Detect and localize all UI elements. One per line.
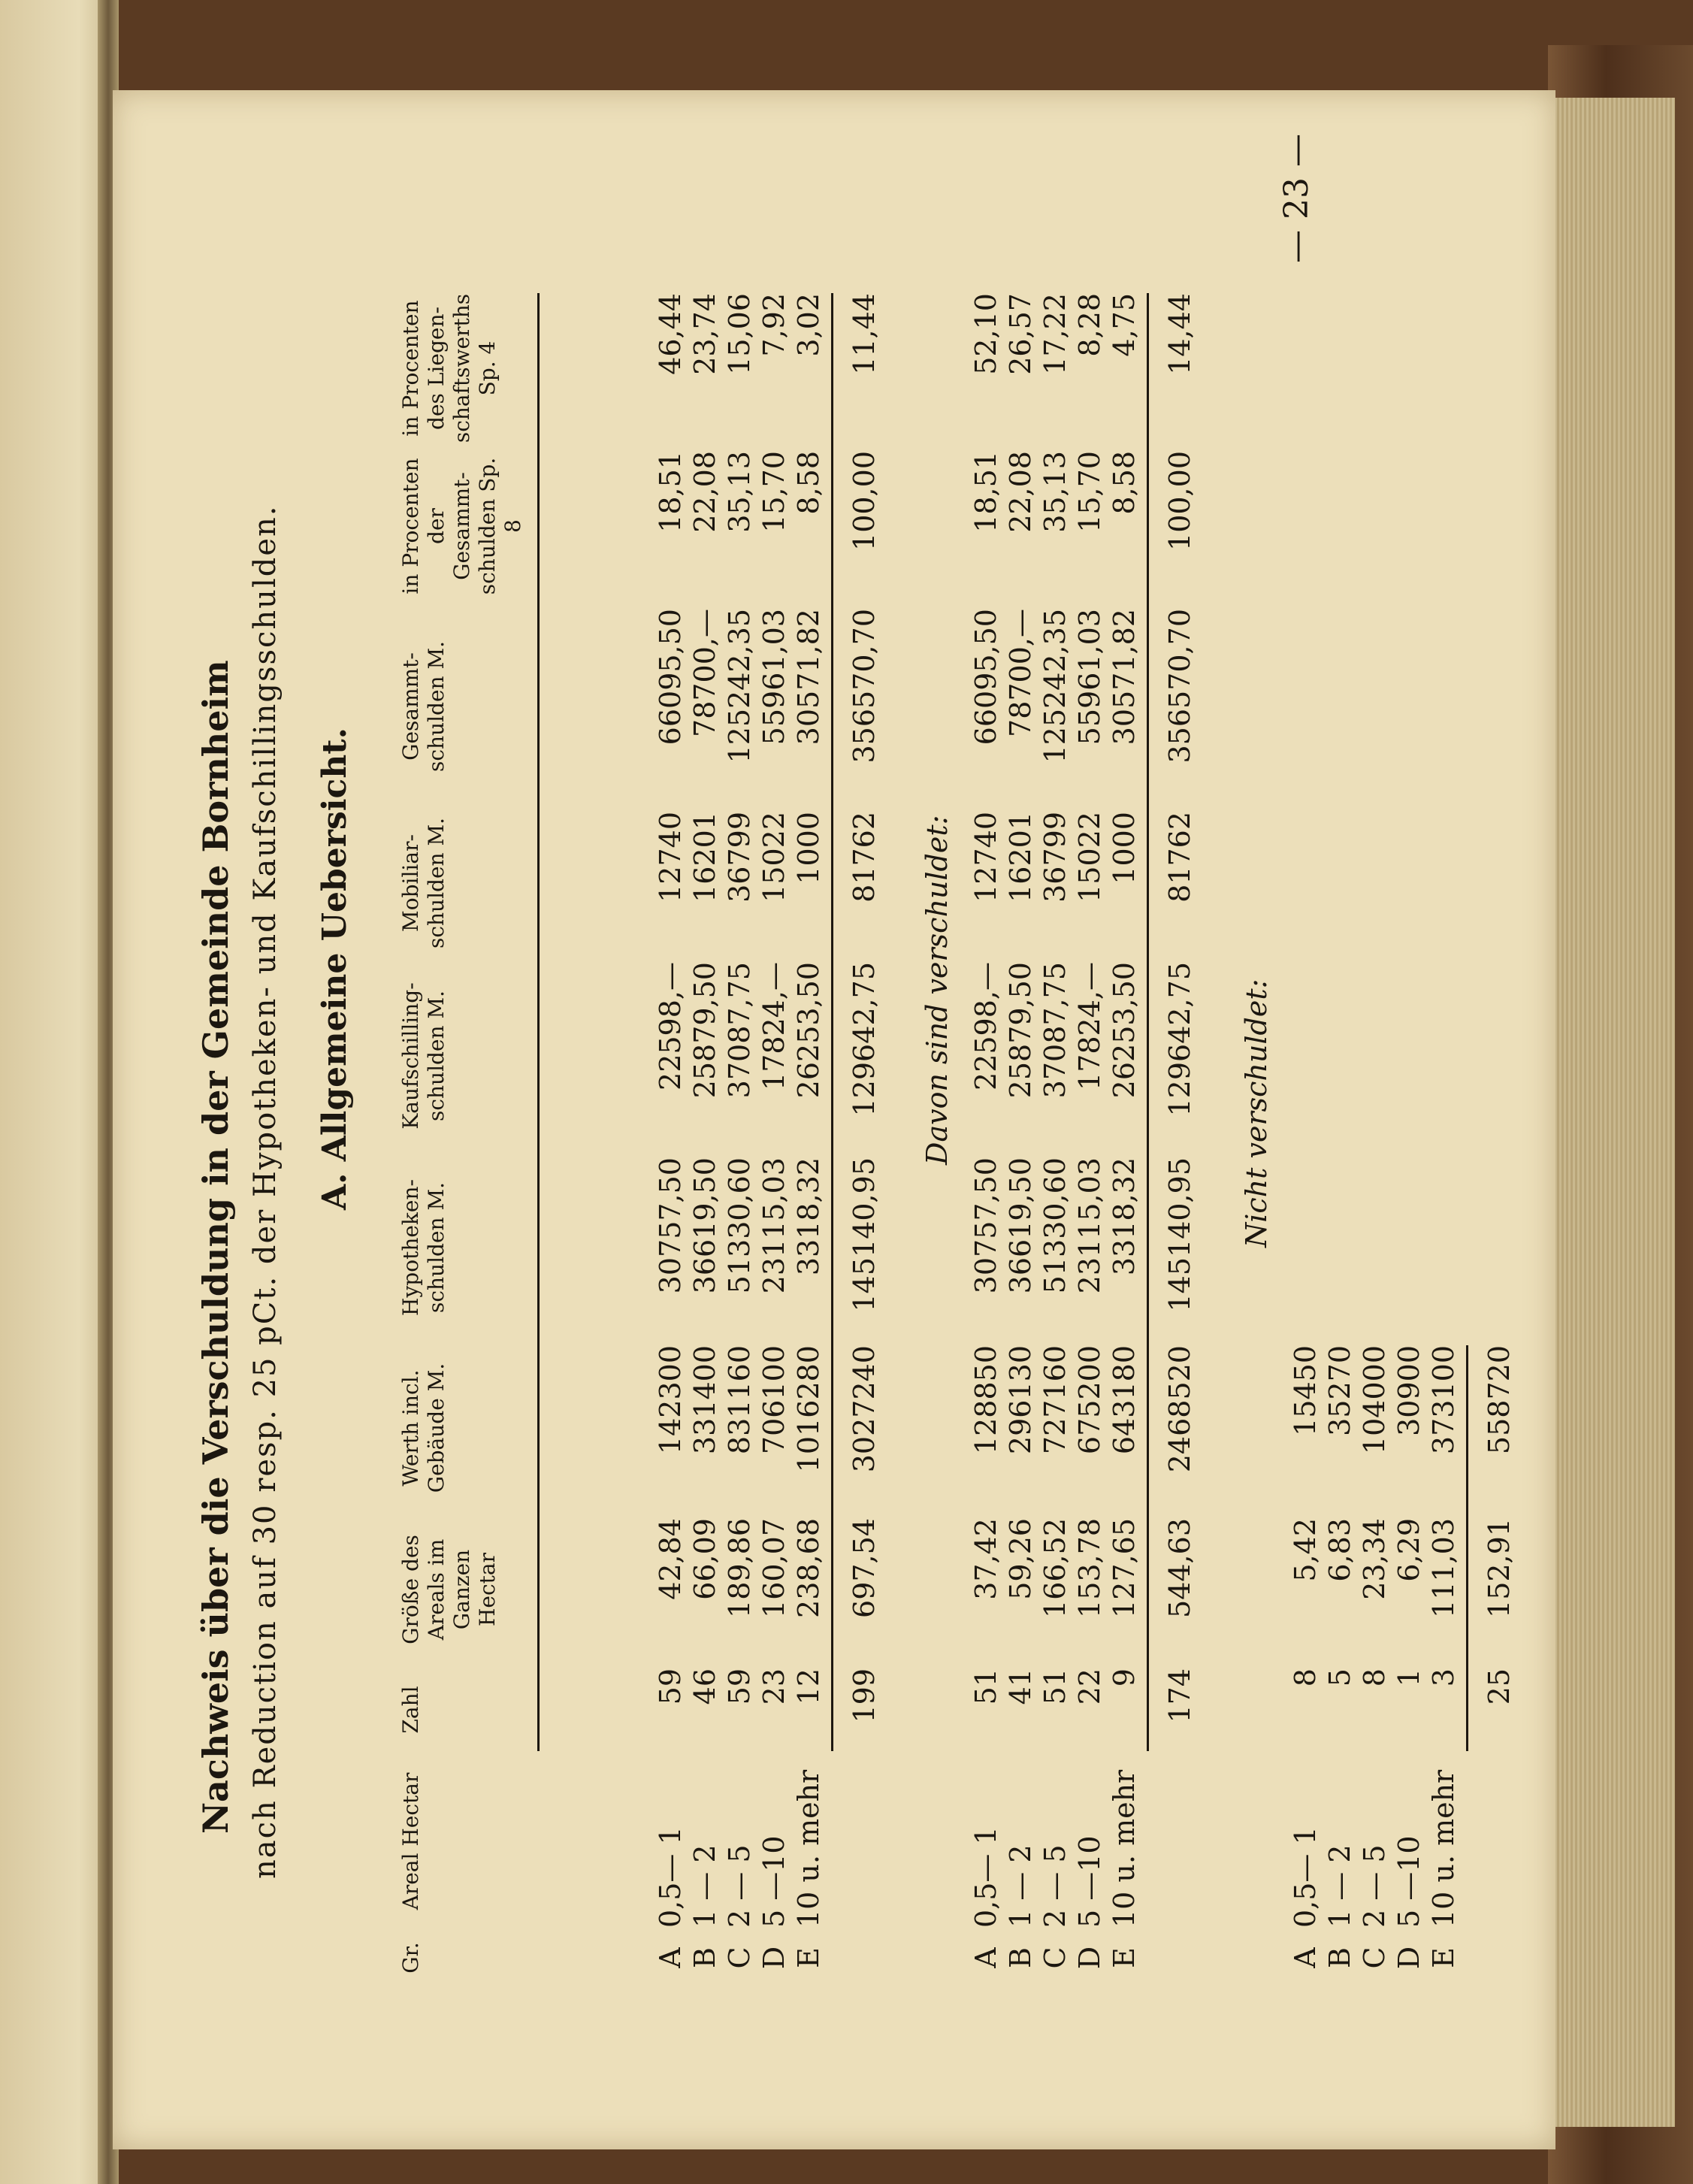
block-b-cell: 36799 [1038, 812, 1072, 903]
block-a-total-cell: 3027240 [848, 1345, 881, 1473]
block-c-cell: 111,03 [1427, 1518, 1460, 1618]
section-c-heading: Nicht verschuldet: [1240, 979, 1273, 1248]
block-c-cell: 6,29 [1392, 1518, 1425, 1582]
block-a-cell: 0,5— 1 [654, 1826, 687, 1928]
document-title: Nachweis über die Verschuldung in der Gemeinde Bornheim [195, 660, 236, 1834]
column-header-8: Gesammt-schulden M. [398, 640, 449, 773]
block-b-cell: 18,51 [969, 451, 1002, 533]
block-a-cell: 15,06 [723, 293, 756, 375]
block-b-cell: 15022 [1073, 812, 1106, 903]
block-a-cell: 12 [792, 1668, 825, 1705]
block-b-cell: 296130 [1004, 1345, 1037, 1455]
block-b-cell: 675200 [1073, 1345, 1106, 1455]
block-b-cell: 30757,50 [969, 1157, 1002, 1294]
block-b-cell: 12740 [969, 812, 1002, 903]
block-a-cell: 66095,50 [654, 609, 687, 746]
block-b-cell: 36619,50 [1004, 1157, 1037, 1294]
block-b-cell: 22 [1073, 1668, 1106, 1705]
block-c-cell: 8 [1289, 1668, 1322, 1687]
block-a-cell: D [757, 1946, 791, 1970]
block-b-cell: 4,75 [1108, 293, 1141, 357]
block-b-cell: 10 u. mehr [1108, 1769, 1141, 1928]
block-b-total-cell: 145140,95 [1163, 1157, 1196, 1312]
block-c-cell: 1 — 2 [1323, 1844, 1356, 1928]
column-header-4: Werth incl. Gebäude M. [398, 1363, 449, 1493]
left-page-edge [0, 0, 113, 2184]
block-a-cell: 2 — 5 [723, 1844, 756, 1928]
column-header-5: Hypotheken-schulden M. [398, 1179, 449, 1316]
block-a-cell: 17824,— [757, 962, 791, 1090]
block-a-cell: 125242,35 [723, 609, 756, 764]
block-a-cell: 831160 [723, 1345, 756, 1455]
block-c-cell: 5,42 [1289, 1518, 1322, 1582]
column-header-7: Mobiliar-schulden M. [398, 817, 449, 949]
block-c-cell: 0,5— 1 [1289, 1826, 1322, 1928]
block-a-cell: C [723, 1947, 756, 1969]
block-c-cell: 1 [1392, 1668, 1425, 1687]
block-a-cell: B [688, 1947, 721, 1968]
block-c-cell: 15450 [1289, 1345, 1322, 1436]
column-header-10: in Procenten des Liegen-schaftswerths Sp. 4 [398, 293, 500, 443]
block-a-total-cell: 11,44 [848, 293, 881, 375]
block-a-cell: 16201 [688, 812, 721, 903]
block-c-total-cell: 25 [1483, 1668, 1516, 1705]
block-c-cell: E [1427, 1947, 1460, 1968]
block-a-cell: 3,02 [792, 293, 825, 357]
block-b-cell: 128850 [969, 1345, 1002, 1455]
block-a-cell: 142300 [654, 1345, 687, 1455]
block-b-cell: 51 [1038, 1668, 1072, 1705]
block-c-cell: B [1323, 1947, 1356, 1968]
block-a-cell: 35,13 [723, 451, 756, 533]
rotated-table-content [128, 75, 1516, 1999]
block-a-cell: 15,70 [757, 451, 791, 533]
block-c-cell: 5 —10 [1392, 1835, 1425, 1928]
block-a-cell: 37087,75 [723, 962, 756, 1099]
block-a-cell: 12740 [654, 812, 687, 903]
block-a-total-cell: 100,00 [848, 451, 881, 551]
column-header-6: Kaufschilling-schulden M. [398, 982, 449, 1130]
block-b-cell: 15,70 [1073, 451, 1106, 533]
block-a-total-cell: 81762 [848, 812, 881, 903]
block-a-cell: 3318,32 [792, 1157, 825, 1276]
block-c-cell: 373100 [1427, 1345, 1460, 1455]
block-a-cell: 42,84 [654, 1518, 687, 1600]
block-c-cell: A [1289, 1947, 1322, 1968]
block-a-cell: 46,44 [654, 293, 687, 375]
block-a-cell: 189,86 [723, 1518, 756, 1618]
block-a-cell: 23 [757, 1668, 791, 1705]
block-c-cell: 3 [1427, 1668, 1460, 1687]
block-b-total-cell: 356570,70 [1163, 609, 1196, 764]
block-c-cell: 8 [1358, 1668, 1391, 1687]
block-a-cell: 23,74 [688, 293, 721, 375]
block-b-cell: 5 —10 [1073, 1835, 1106, 1928]
block-c-total-cell: 152,91 [1483, 1518, 1516, 1618]
block-a-cell: 30757,50 [654, 1157, 687, 1294]
document-subtitle: nach Reduction auf 30 resp. 25 pCt. der Hypotheken- und Kaufschillingsschulden. [248, 504, 283, 1879]
block-a-cell: E [792, 1947, 825, 1968]
block-b-total-cell: 544,63 [1163, 1518, 1196, 1618]
block-b-cell: 9 [1108, 1668, 1141, 1687]
block-a-cell: 25879,50 [688, 962, 721, 1099]
block-b-cell: E [1108, 1947, 1141, 1968]
block-b-cell: 22598,— [969, 962, 1002, 1090]
block-b-cell: 2 — 5 [1038, 1844, 1072, 1928]
block-a-cell: 30571,82 [792, 609, 825, 746]
block-b-cell: 1 — 2 [1004, 1844, 1037, 1928]
block-a-total-cell: 129642,75 [848, 962, 881, 1117]
block-a-cell: 238,68 [792, 1518, 825, 1618]
block-b-cell: 41 [1004, 1668, 1037, 1705]
block-b-cell: 51 [969, 1668, 1002, 1705]
block-b-cell: 78700,— [1004, 609, 1037, 737]
block-b-cell: 59,26 [1004, 1518, 1037, 1600]
block-c-cell: 35270 [1323, 1345, 1356, 1436]
block-a-cell: 66,09 [688, 1518, 721, 1600]
block-b-cell: 51330,60 [1038, 1157, 1072, 1294]
block-a-cell: 51330,60 [723, 1157, 756, 1294]
block-a-cell: 1016280 [792, 1345, 825, 1473]
block-b-total-cell: 129642,75 [1163, 962, 1196, 1117]
block-b-cell: 1000 [1108, 812, 1141, 885]
block-a-cell: 78700,— [688, 609, 721, 737]
block-b-cell: C [1038, 1947, 1072, 1969]
block-b-total-cell: 2468520 [1163, 1345, 1196, 1473]
block-a-cell: 26253,50 [792, 962, 825, 1099]
block-b-cell: 26253,50 [1108, 962, 1141, 1099]
block-a-total-cell: 145140,95 [848, 1157, 881, 1312]
block-a-cell: 1 — 2 [688, 1844, 721, 1928]
block-a-cell: 55961,03 [757, 609, 791, 746]
block-c-cell: 2 — 5 [1358, 1844, 1391, 1928]
block-a-cell: 18,51 [654, 451, 687, 533]
block-b-cell: 166,52 [1038, 1518, 1072, 1618]
block-b-cell: A [969, 1947, 1002, 1968]
block-a-cell: 36619,50 [688, 1157, 721, 1294]
block-b-cell: 153,78 [1073, 1518, 1106, 1618]
block-c-cell: 104000 [1358, 1345, 1391, 1455]
block-a-cell: 46 [688, 1668, 721, 1705]
block-a-cell: 331400 [688, 1345, 721, 1455]
block-a-total-rule [831, 293, 833, 1751]
block-b-cell: 17824,— [1073, 962, 1106, 1090]
block-c-cell: D [1392, 1946, 1425, 1970]
column-header-9: in Procenten der Gesammt-schulden Sp. 8 [398, 457, 525, 595]
block-b-cell: 35,13 [1038, 451, 1072, 533]
section-b-heading: Davon sind verschuldet: [921, 815, 954, 1165]
block-b-cell: 125242,35 [1038, 609, 1072, 764]
column-header-2: Zahl [398, 1686, 423, 1734]
block-a-cell: 36799 [723, 812, 756, 903]
block-c-cell: 23,34 [1358, 1518, 1391, 1600]
block-b-cell: 23115,03 [1073, 1157, 1106, 1294]
column-header-1: Areal Hectar [398, 1772, 423, 1910]
block-b-cell: 37,42 [969, 1518, 1002, 1600]
block-b-cell: 30571,82 [1108, 609, 1141, 746]
page-number: — 23 — [1277, 134, 1316, 263]
block-b-cell: 3318,32 [1108, 1157, 1141, 1276]
block-a-cell: 59 [654, 1668, 687, 1705]
block-a-cell: 23115,03 [757, 1157, 791, 1294]
block-b-cell: 727160 [1038, 1345, 1072, 1455]
block-b-cell: 55961,03 [1073, 609, 1106, 746]
block-b-cell: 22,08 [1004, 451, 1037, 533]
block-b-cell: 26,57 [1004, 293, 1037, 375]
block-c-cell: 5 [1323, 1668, 1356, 1687]
block-b-cell: 8,58 [1108, 451, 1141, 515]
column-header-0: Gr. [398, 1942, 423, 1974]
block-b-cell: 8,28 [1073, 293, 1106, 357]
block-a-cell: 22598,— [654, 962, 687, 1090]
block-b-cell: B [1004, 1947, 1037, 1968]
block-a-cell: 160,07 [757, 1518, 791, 1618]
block-b-cell: 17,22 [1038, 293, 1072, 375]
block-a-cell: 59 [723, 1668, 756, 1705]
block-a-cell: 10 u. mehr [792, 1769, 825, 1928]
block-c-cell: 30900 [1392, 1345, 1425, 1436]
block-a-total-cell: 356570,70 [848, 609, 881, 764]
block-c-cell: C [1358, 1947, 1391, 1969]
block-b-cell: 127,65 [1108, 1518, 1141, 1618]
block-a-cell: 15022 [757, 812, 791, 903]
section-a-heading: A. Allgemeine Uebersicht. [316, 727, 354, 1210]
block-a-cell: 1000 [792, 812, 825, 885]
block-c-cell: 10 u. mehr [1427, 1769, 1460, 1928]
block-b-total-cell: 174 [1163, 1668, 1196, 1723]
block-b-cell: 0,5— 1 [969, 1826, 1002, 1928]
block-b-cell: 66095,50 [969, 609, 1002, 746]
block-a-total-cell: 199 [848, 1668, 881, 1723]
block-b-total-cell: 81762 [1163, 812, 1196, 903]
block-b-total-cell: 14,44 [1163, 293, 1196, 375]
block-b-cell: 25879,50 [1004, 962, 1037, 1099]
block-a-cell: 5 —10 [757, 1835, 791, 1928]
block-a-cell: 706100 [757, 1345, 791, 1455]
block-a-total-cell: 697,54 [848, 1518, 881, 1618]
block-c-cell: 6,83 [1323, 1518, 1356, 1582]
block-b-cell: 52,10 [969, 293, 1002, 375]
block-b-cell: 16201 [1004, 812, 1037, 903]
block-a-cell: A [654, 1947, 687, 1968]
block-c-total-rule [1466, 1345, 1468, 1751]
block-c-total-cell: 558720 [1483, 1345, 1516, 1455]
block-b-cell: 37087,75 [1038, 962, 1072, 1099]
block-b-cell: D [1073, 1946, 1106, 1970]
block-a-cell: 8,58 [792, 451, 825, 515]
header-rule [537, 293, 540, 1751]
block-b-total-cell: 100,00 [1163, 451, 1196, 551]
block-b-total-rule [1147, 293, 1149, 1751]
block-b-cell: 643180 [1108, 1345, 1141, 1455]
block-a-cell: 22,08 [688, 451, 721, 533]
block-a-cell: 7,92 [757, 293, 791, 357]
column-header-3: Größe des Areals im Ganzen Hectar [398, 1535, 500, 1644]
